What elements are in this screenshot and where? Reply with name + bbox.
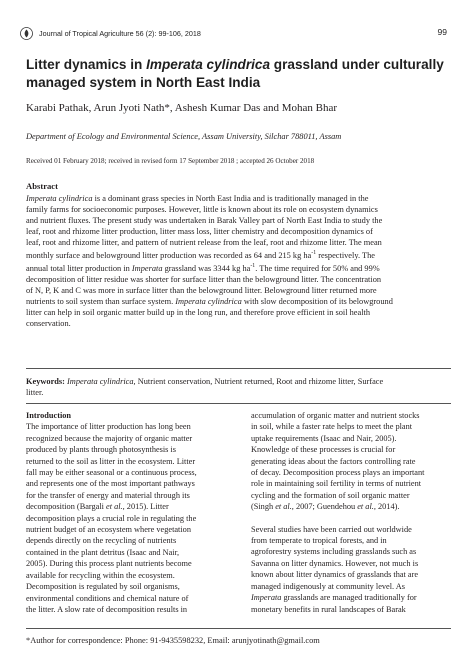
right-column [251, 410, 453, 615]
text-line: returned to the soil as litter in the ecosystem. Litter [26, 456, 196, 466]
journal-name: Journal of Tropical Agriculture 56 (2): 99-106, 2018 [39, 29, 201, 38]
title-line: managed system in North East India [26, 75, 261, 90]
text-line: cycling and the formation of soil organic matter [251, 490, 410, 500]
article-dates: Received 01 February 2018; received in revised form 17 September 2018 ; accepted 26 October 2018 [26, 157, 315, 165]
text-line: and represents one of the most important pathways [26, 479, 195, 489]
section-heading-introduction: Introduction [26, 411, 72, 420]
abstract-heading: Abstract [26, 181, 58, 191]
text-line: decomposition (Bargali et al., 2015). Litter [26, 502, 169, 512]
text-line: known about litter dynamics of grasslands that are [251, 570, 419, 580]
text-line: Imperata cylindrica is a dominant grass species in North East India and is traditionally managed in the [26, 194, 369, 203]
affiliation: Department of Ecology and Environmental Science, Assam University, Silchar 788011, Assam [26, 132, 342, 141]
text-line: Keywords: Imperata cylindrica, Nutrient conservation, Nutrient returned, Root and rhizome litter, Surface [26, 377, 384, 386]
article-title [26, 56, 456, 92]
text-line: available for recycling within the ecosystem. [26, 570, 175, 580]
text-line: conservation. [26, 318, 71, 328]
text-line: produced by plants through photosynthesis is [26, 445, 177, 455]
journal-logo-icon [20, 27, 33, 40]
text-line: Decomposition is regulated by soil organisms, [26, 582, 180, 592]
text-line: monthly surface and belowground litter production was recorded as 64 and 215 kg $ha^{-1}$ respectively. The [26, 250, 375, 260]
text-line: of N, P, K and C was more in surface litter than the belowground litter. Belowground litter returned more [26, 285, 377, 295]
text-line: (Singh et al., 2007; Guendehou et al., 2014). [251, 502, 400, 512]
text-line: contained in the plant detritus (Isaac and Nair, [26, 547, 180, 557]
keywords [26, 376, 451, 398]
text-line: generating ideas about the factors controlling rate [251, 456, 416, 466]
text-line: nutrient budget of an ecosystem where vegetation [26, 525, 191, 535]
text-line: leaf, root and rhizome litter, and pattern of nutrient release from the leaf, root and rhizome litter. The mean [26, 238, 382, 247]
text-line: decomposition plays a crucial role in regulating the [26, 513, 197, 523]
text-line: monetary benefits in rural landscapes of Barak [251, 604, 406, 614]
author-list: Karabi Pathak, Arun Jyoti Nath*, Ashesh Kumar Das and Mohan Bhar [26, 102, 338, 114]
text-line: Several studies have been carried out worldwide [251, 524, 412, 534]
text-line: managed indigenously at community level. As [251, 581, 405, 591]
left-column [26, 410, 228, 615]
divider [26, 368, 451, 369]
text-line: role in maintaining soil fertility in terms of nutrient [251, 479, 422, 489]
text-line: accumulation of organic matter and nutrient stocks [251, 411, 420, 420]
right-column-text-paragraph-1 [251, 410, 453, 513]
right-column-text-paragraph-2 [251, 524, 453, 615]
text-line: litter can help in soil organic matter build up in the long run, and therefore prove efficient in soil health [26, 307, 371, 317]
text-line: annual total litter production in Imperata grassland was 3344 kg $ha^{-1}$. The time required for 50% and 99% [26, 262, 380, 273]
text-line: fall may be either seasonal or a continuous process, [26, 468, 197, 478]
text-line: 2005). During this process plant nutrients become [26, 559, 192, 569]
text-line: nutrients to soil system than surface system. Imperata cylindrica with slow decomposition of its belowground [26, 296, 393, 306]
text-line: litter. [26, 388, 44, 397]
footnote-rule [26, 628, 451, 629]
correspondence-footnote: *Author for correspondence: Phone: 91-9435598232, Email: arunjyotinath@gmail.com [26, 636, 320, 645]
text-line: Savanna on litter dynamics. However, not much is [251, 558, 419, 568]
text-line: of decay. Decomposition process plays an important [251, 468, 425, 478]
text-line: environmental conditions and chemical nature of [26, 593, 189, 603]
text-line: family farms for socioeconomic purposes. However, little is known about its role on ecosystem dynamics [26, 205, 378, 214]
text-line: recognized because the majority of organic matter [26, 433, 193, 443]
text-line: decomposition of litter residue was shorter for surface litter than the belowground litter. The concentration [26, 274, 382, 284]
text-line: depends directly on the recycling of nutrients [26, 536, 177, 546]
text-line: Imperata grasslands are managed traditionally for [251, 593, 417, 603]
left-column-text [26, 421, 228, 615]
page-number: 99 [437, 27, 447, 37]
text-line: the litter. A slow rate of decomposition results in [26, 604, 188, 614]
text-line: Knowledge of these processes is crucial for [251, 445, 396, 455]
text-line: and nutrient fluxes. The present study was undertaken in Barak Valley part of North East India to study the [26, 216, 383, 225]
text-line: from temperate to tropical forests, and in [251, 536, 387, 546]
abstract-body [26, 193, 451, 329]
text-line: leaf, root and rhizome litter production, litter mass loss, litter chemistry and decomposition dynamics of [26, 227, 373, 236]
text-line: The importance of litter production has long been [26, 422, 191, 432]
running-header [20, 27, 460, 41]
title-line: Litter dynamics in Imperata cylindrica grassland under culturally [26, 57, 444, 72]
text-line: in soil, while a faster rate helps to meet the plant [251, 422, 413, 432]
text-line: uptake requirements (Isaac and Nair, 2005). [251, 433, 397, 443]
text-line: for the transfer of energy and material through its [26, 490, 190, 500]
text-line: agroforestry systems including grasslands such as [251, 547, 417, 557]
divider [26, 403, 451, 404]
